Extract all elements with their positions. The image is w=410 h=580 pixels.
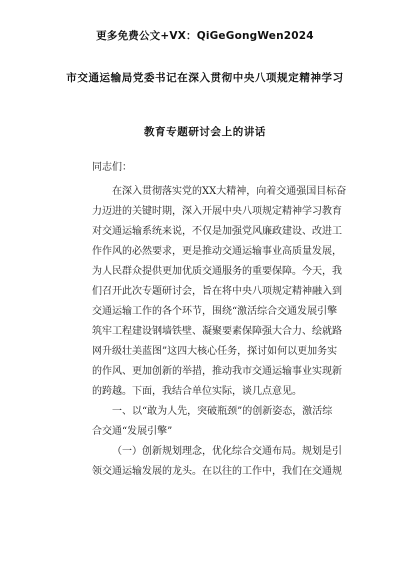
body-line: 对交通运输系统来说，不仅是加强党风廉政建设、改进工: [92, 226, 342, 237]
body-line: 为人民群众提供更加优质交通服务的重要保障。今天，我: [92, 266, 342, 277]
body-line: 网升级壮美蓝图”这四大核心任务，探讨如何以更加务实: [92, 346, 338, 357]
body-line: 筑牢工程建设钢墙铁壁、凝聚要素保障强大合力、绘就路: [92, 326, 342, 337]
body-line: 作作风的必然要求，更是推动交通运输事业高质量发展，: [92, 246, 342, 257]
body-line: 的作风、更加创新的举措，推动我市交通运输事业实现新: [92, 366, 342, 377]
document-title-line-1: 市交通运输局党委书记在深入贯彻中央八项规定精神学习: [66, 72, 344, 84]
watermark-header: 更多免费公文+VX：QiGeGongWen2024: [96, 30, 314, 42]
document-body: [92, 182, 352, 482]
document-title-line-2: 教育专题研讨会上的讲话: [143, 126, 267, 138]
section-heading-line: 一、以“敢为人先，突破瓶颈”的创新姿态，激活综: [112, 406, 333, 417]
body-line: 领交通运输发展的龙头。在以往的工作中，我们在交通规: [92, 466, 342, 477]
body-line: 力迈进的关键时期，深入开展中央八项规定精神学习教育: [92, 206, 342, 217]
body-line: 们召开此次专题研讨会，旨在将中央八项规定精神融入到: [92, 286, 342, 297]
section-heading-line: 合交通“发展引擎”: [92, 426, 173, 437]
body-line: 的跨越。下面，我结合单位实际，谈几点意见。: [92, 386, 302, 397]
body-line: 交通运输工作的各个环节，围绕“激活综合交通发展引擎: [92, 306, 338, 317]
body-line: 在深入贯彻落实党的XX大精神，向着交通强国目标奋: [112, 186, 347, 197]
body-line: （一）创新规划理念，优化综合交通布局。规划是引: [112, 446, 342, 457]
greeting: 同志们：: [92, 162, 132, 173]
